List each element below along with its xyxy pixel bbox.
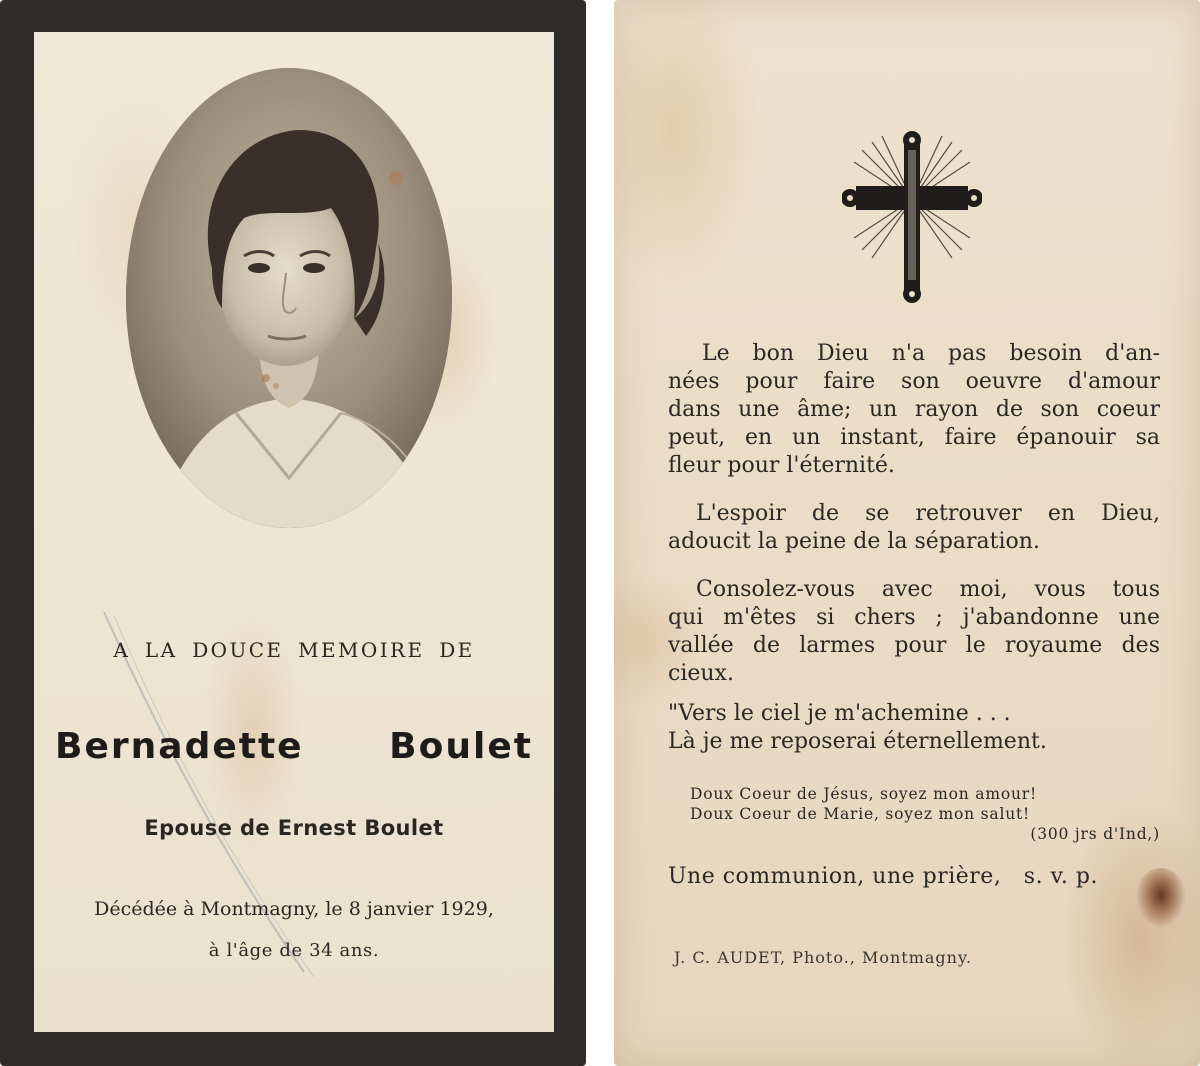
prayer-invocations xyxy=(690,784,1160,844)
indulgence-note: (300 jrs d'Ind,) xyxy=(1030,825,1160,843)
death-date-place: Décédée à Montmagny, le 8 janvier 1929, xyxy=(94,898,494,920)
verse-line: L'espoir de se retrouver en Dieu, xyxy=(696,501,1160,526)
verse-line: Consolez-vous avec moi, vous tous xyxy=(696,577,1160,602)
verse-line: Là je me reposerai éternellement. xyxy=(668,729,1047,754)
verse-line: dans une âme; un rayon de son coeur xyxy=(668,397,1160,422)
verse-line: vallée de larmes pour le royaume des xyxy=(668,633,1160,658)
prayer-jesus: Doux Coeur de Jésus, soyez mon amour! xyxy=(690,785,1037,803)
verse-paragraph-2 xyxy=(668,500,1160,556)
verse-line: Le bon Dieu n'a pas besoin d'an- xyxy=(702,341,1160,366)
verse-line: qui m'êtes si chers ; j'abandonne une xyxy=(668,605,1160,630)
card-front-paper xyxy=(34,32,554,1032)
memorial-heading: A LA DOUCE MEMOIRE DE xyxy=(113,638,475,662)
verse-line: cieux. xyxy=(668,661,734,686)
verse-line: fleur pour l'éternité. xyxy=(668,453,895,478)
verse-line: adoucit la peine de la séparation. xyxy=(668,529,1040,554)
radiant-cross-icon xyxy=(842,130,982,304)
verse-line: peut, en un instant, faire épanouir sa xyxy=(668,425,1160,450)
verse-line: nées pour faire son oeuvre d'amour xyxy=(668,369,1160,394)
card-front-black-border xyxy=(0,0,586,1066)
age-at-death: à l'âge de 34 ans. xyxy=(208,940,380,961)
portrait-illustration xyxy=(126,68,452,528)
verse-line: "Vers le ciel je m'achemine . . . xyxy=(668,701,1011,726)
deceased-name: Bernadette Boulet xyxy=(55,726,533,767)
oval-portrait-photo xyxy=(126,68,452,528)
verse-paragraph-4 xyxy=(668,700,1160,756)
closing-request: Une communion, une prière, s. v. p. xyxy=(668,864,1098,889)
prayer-marie: Doux Coeur de Marie, soyez mon salut! xyxy=(690,805,1031,823)
card-back-paper xyxy=(614,0,1200,1066)
spouse-line: Epouse de Ernest Boulet xyxy=(144,816,444,840)
photographer-imprint: J. C. AUDET, Photo., Montmagny. xyxy=(674,948,972,967)
verse-paragraph-1 xyxy=(668,340,1160,480)
verse-paragraph-3 xyxy=(668,576,1160,688)
